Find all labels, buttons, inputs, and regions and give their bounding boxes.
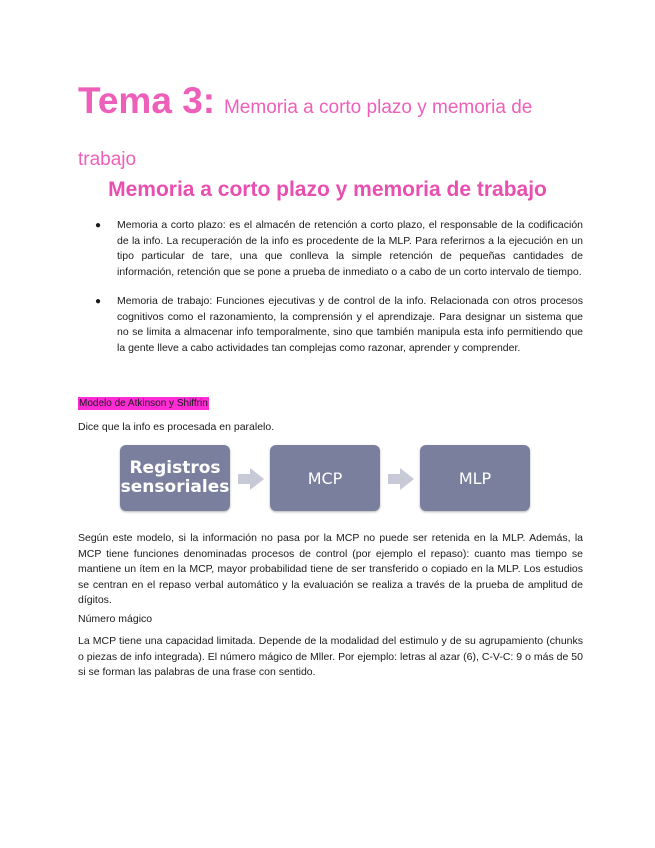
diagram-box-registros — [120, 445, 230, 511]
definition-list — [95, 218, 583, 370]
title-main: Tema 3: — [78, 80, 216, 121]
model-intro: Dice que la info es procesada en paralelo. — [78, 421, 275, 433]
bullet-icon: ● — [95, 296, 102, 307]
arrow-right-icon — [250, 468, 264, 490]
diagram-box-mcp — [270, 445, 380, 511]
memory-model-diagram — [120, 445, 530, 515]
arrow-right-icon — [400, 468, 414, 490]
model-label: Modelo de Atkinson y Shiffrin — [79, 398, 208, 409]
model-paragraph: Según este modelo, si la información no pasa por la MCP no puede ser retenida en la MLP. Además, la MCP tiene funciones denominadas procesos de control (por ejemplo el repaso): cuanto mas tiempo se mantiene un ítem en la MCP, mayor probabilidad tiene de ser transferido o copiado en la MLP. Los estudios se centran en el repaso verbal automático y la evaluación se realiza a través de la prueba de amplitud de dígitos. — [78, 532, 583, 606]
document-title — [78, 78, 578, 183]
list-item — [95, 218, 583, 280]
magic-heading: Número mágico — [78, 613, 153, 625]
diagram-box-label: MLP — [458, 468, 492, 488]
bullet-text-stm: Memoria a corto plazo: es el almacén de retención a corto plazo, el responsable de la codificación de la info. La recuperación de la info es procedente de la MLP. Para referirnos a la ejecución en un tipo particular de tare, una que conlleva la simple retención de pequeñas cantidades de información, retención que se pone a prueba de inmediato o a cabo de un corto intervalo de tiempo. — [117, 219, 583, 278]
list-item — [95, 294, 583, 356]
diagram-box-mlp — [420, 445, 530, 511]
bullet-text-wm: Memoria de trabajo: Funciones ejecutivas y de control de la info. Relacionada con otros procesos cognitivos como el razonamiento, la comprensión y el aprendizaje. Para designar un sistema que no se limita a almacenar info temporalmente, sino que también manipula esta info permitiendo que la gente lleve a cabo actividades tan complejas como razonar, aprender y comprender. — [117, 295, 583, 354]
diagram-box-label: MCP — [307, 468, 343, 488]
title-subtitle: Memoria a corto plazo y memoria de trabajo — [78, 97, 533, 170]
diagram-box-label: Registros sensoriales — [120, 458, 230, 497]
magic-paragraph: La MCP tiene una capacidad limitada. Depende de la modalidad del estimulo y de su agrupamiento (chunks o piezas de info integrada). El número mágico de Mller. Por ejemplo: letras al azar (6), C-V-C: 9 o más de 50 si se forman las palabras de una frase con sentido. — [78, 635, 583, 678]
bullet-icon: ● — [95, 220, 102, 231]
section-heading: Memoria a corto plazo y memoria de trabajo — [108, 178, 547, 201]
